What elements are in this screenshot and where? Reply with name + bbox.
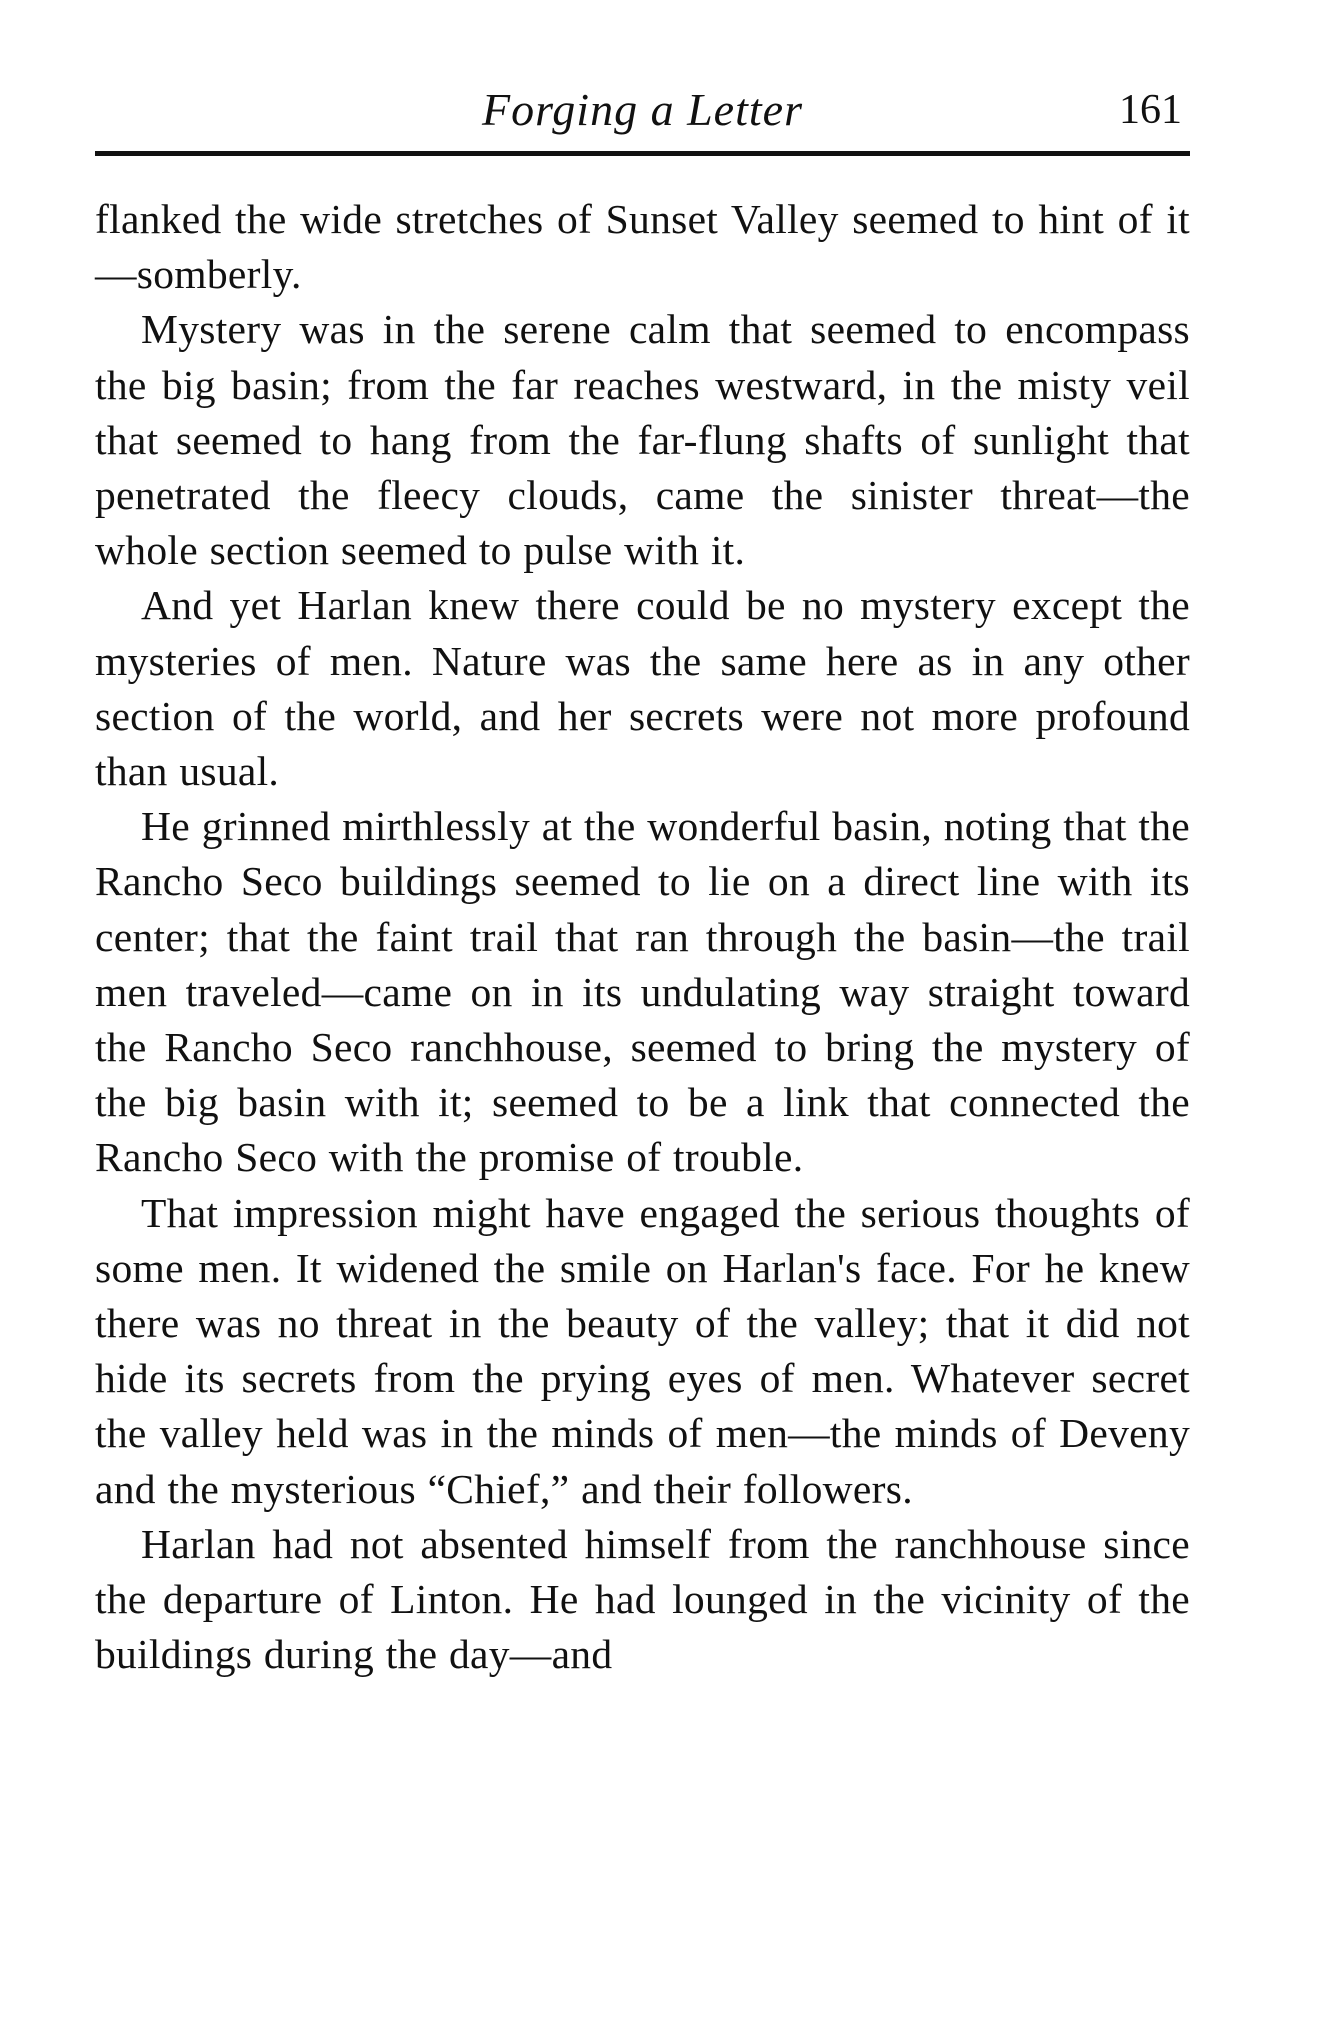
header-rule xyxy=(95,151,1190,156)
paragraph-continued: flanked the wide stretches of Sunset Valley seemed to hint of it—somberly. xyxy=(95,196,1190,298)
running-head xyxy=(95,78,1190,148)
page-number: 161 xyxy=(1119,87,1182,133)
paragraph: That impression might have engaged the serious thoughts of some men. It widened the smile on Harlan's face. For he knew there was no threat in the beauty of the valley; that it did not hide its secrets from the prying eyes of men. Whatever secret the valley held was in the minds of men—the minds of Deveny and the mysterious “Chief,” and their followers. xyxy=(95,1189,1190,1512)
paragraph: And yet Harlan knew there could be no mystery except the mysteries of men. Nature was the same here as in any other section of the world, and her secrets were not more profound than usual. xyxy=(95,582,1190,795)
chapter-title: Forging a Letter xyxy=(482,84,803,135)
paragraph: Mystery was in the serene calm that seemed to encompass the big basin; from the far reaches westward, in the misty veil that seemed to hang from the far-flung shafts of sunlight that penetrated the fleecy clouds, came the sinister threat—the whole section seemed to pulse with it. xyxy=(95,306,1190,574)
paragraph: He grinned mirthlessly at the wonderful basin, noting that the Rancho Seco buildings seemed to lie on a direct line with its center; that the faint trail that ran through the basin—the trail men traveled—came on in its undulating way straight toward the Rancho Seco ranchhouse, seemed to bring the mystery of the big basin with it; seemed to be a link that connected the Rancho Seco with the promise of trouble. xyxy=(95,803,1190,1181)
paragraph: Harlan had not absented himself from the ranchhouse since the departure of Linton. He had lounged in the vicinity of the buildings during the day—and xyxy=(95,1520,1190,1678)
body-text xyxy=(95,192,1190,1682)
